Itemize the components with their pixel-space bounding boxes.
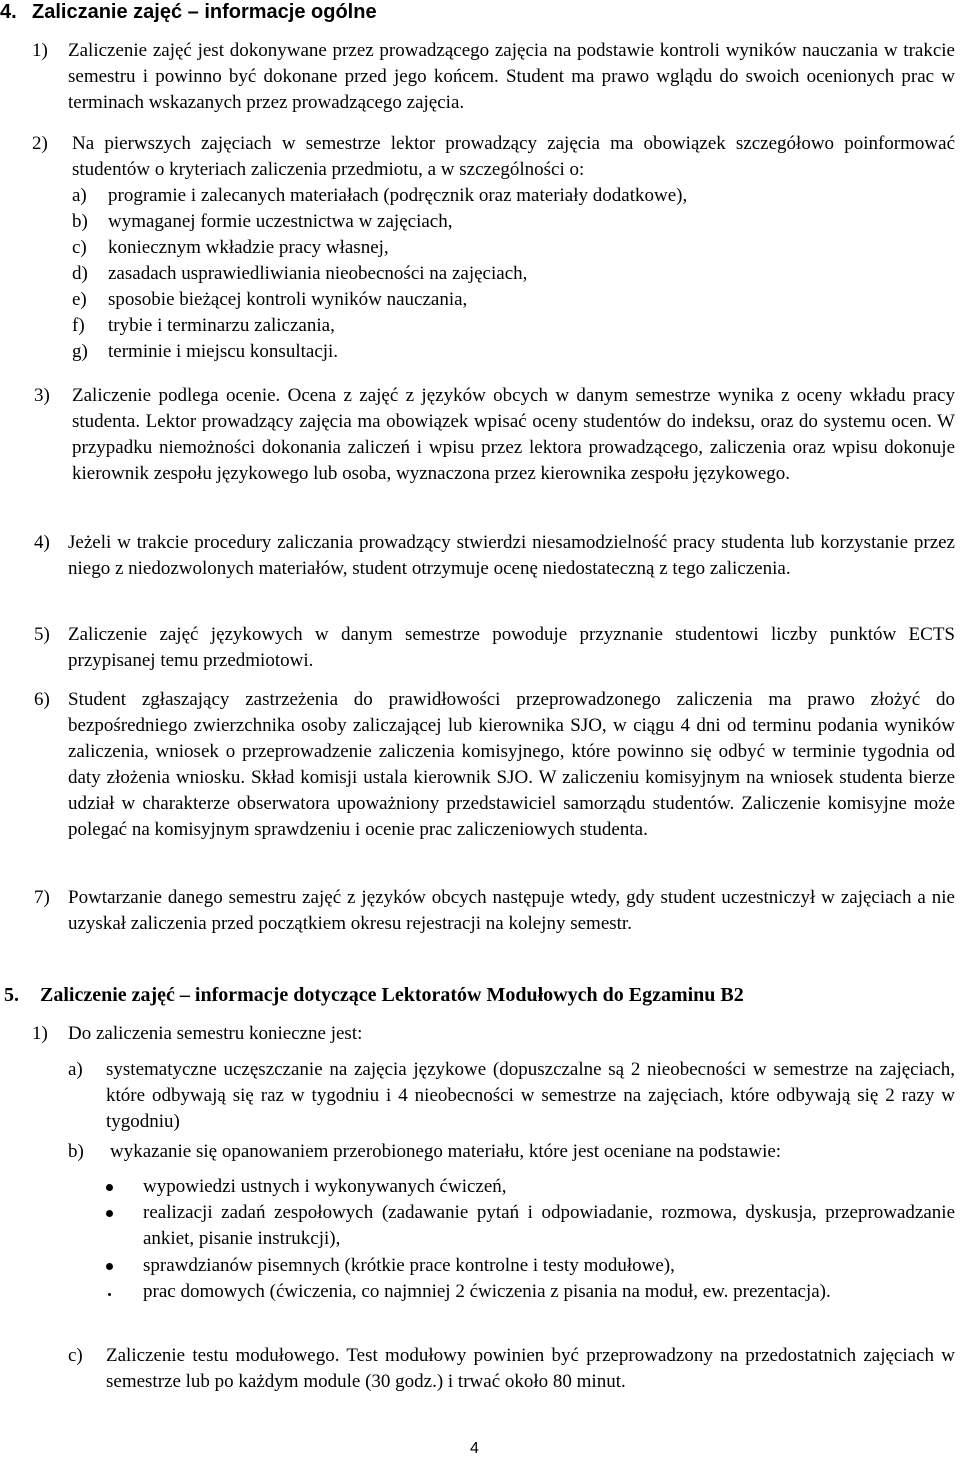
item-text: Zaliczenie zajęć językowych w danym semestrze powoduje przyznanie studentowi liczby punktów ECTS przypisanej temu przedmiotowi.: [68, 624, 955, 671]
list-item-5: [34, 622, 955, 674]
item-label: 1): [32, 1023, 48, 1044]
s5-sub-c: [68, 1343, 955, 1395]
sub-label: c): [68, 1345, 83, 1366]
sublist-item-e: [72, 287, 467, 313]
section-5-heading: [4, 983, 744, 1007]
sub-label: c): [72, 237, 87, 258]
sub-label: g): [72, 341, 88, 362]
page-number: 4: [470, 1440, 479, 1457]
sublist-item-c: [72, 235, 389, 261]
item-label: 1): [32, 40, 48, 61]
list-item-3: [34, 383, 955, 487]
bullet-item: [143, 1253, 955, 1279]
section-number: 5.: [4, 984, 19, 1006]
item-label: 7): [34, 887, 50, 908]
bullet-icon: [108, 1293, 111, 1296]
sub-text: terminie i miejscu konsultacji.: [108, 341, 339, 362]
item-text: Do zaliczenia semestru konieczne jest:: [68, 1023, 363, 1044]
bullet-item: [143, 1279, 955, 1305]
sub-text: koniecznym wkładzie pracy własnej,: [108, 237, 389, 258]
sub-label: e): [72, 289, 87, 310]
sub-text: wymaganej formie uczestnictwa w zajęciach,: [108, 211, 453, 232]
list-item-2: [32, 131, 955, 183]
sub-text: systematyczne uczęszczanie na zajęcia językowe (dopuszczalne są 2 nieobecności w semestrze na zajęciach, które odbywają się raz w tygodniu i 4 nieobecności w semestrze na zajęciach, które odbywają się 2 razy w tygodniu): [106, 1059, 955, 1132]
bullet-icon: [106, 1263, 113, 1270]
sublist-item-a: [72, 183, 687, 209]
item-label: 5): [34, 624, 50, 645]
list-item-6: [34, 687, 955, 843]
sublist-item-f: [72, 313, 335, 339]
section-title: Zaliczanie zajęć – informacje ogólne: [32, 1, 377, 23]
s5-sub-b: [68, 1139, 955, 1165]
bullet-text: sprawdzianów pisemnych (krótkie prace kontrolne i testy modułowe),: [143, 1255, 675, 1276]
sub-text: zasadach usprawiedliwiania nieobecności na zajęciach,: [108, 263, 528, 284]
sub-label: b): [68, 1141, 84, 1162]
list-item-7: [34, 885, 955, 937]
section-number: 4.: [0, 1, 17, 23]
section-4-heading: [0, 0, 377, 24]
sub-text: Zaliczenie testu modułowego. Test modułowy powinien być przeprowadzony na przedostatnich zajęciach w semestrze lub po każdym module (30 godz.) i trwać około 80 minut.: [106, 1345, 955, 1392]
item-label: 6): [34, 689, 50, 710]
item-text: Zaliczenie podlega ocenie. Ocena z zajęć z języków obcych w danym semestrze wynika z oceny wkładu pracy studenta. Lektor prowadzący zajęcia ma obowiązek wpisać oceny studentów do indeksu, oraz do systemu ocen. W przypadku niemożności dokonania zaliczeń i wpisu przez lektora prowadzącego, zaliczenia oraz wpisu dokonuje kierownik zespołu językowego lub osoba, wyznaczona przez kierownika zespołu językowego.: [72, 385, 955, 484]
item-text: Zaliczenie zajęć jest dokonywane przez prowadzącego zajęcia na podstawie kontroli wyników nauczania w trakcie semestru i powinno być dokonane przed jego końcem. Student ma prawo wglądu do swoich ocenionych prac w terminach wskazanych przez prowadzącego zajęcia.: [68, 40, 955, 113]
section-title: Zaliczenie zajęć – informacje dotyczące Lektoratów Modułowych do Egzaminu B2: [40, 984, 744, 1006]
sub-text: programie i zalecanych materiałach (podręcznik oraz materiały dodatkowe),: [108, 185, 688, 206]
item-text: Student zgłaszający zastrzeżenia do prawidłowości przeprowadzonego zaliczenia ma prawo złożyć do bezpośredniego zwierzchnika osoby zaliczającej lub kierownika SJO, w ciągu 4 dni od terminu podania wyników zaliczenia, wniosek o przeprowadzenie zaliczenia komisyjnego, które powinno się odbyć w terminie tygodnia od daty złożenia wniosku. Skład komisji ustala kierownik SJO. W zaliczeniu komisyjnym na wniosek studenta bierze udział w charakterze obserwatora upoważniony przedstawiciel samorządu studentów. Zaliczenie komisyjne może polegać na komisyjnym sprawdzeniu i ocenie prac zaliczeniowych studenta.: [68, 689, 955, 840]
sublist-item-g: [72, 339, 338, 365]
item-text: Na pierwszych zajęciach w semestrze lektor prowadzący zajęcia ma obowiązek szczegółowo poinformować studentów o kryteriach zaliczenia przedmiotu, a w szczególności o:: [72, 133, 955, 180]
item-text: Powtarzanie danego semestru zajęć z języków obcych następuje wtedy, gdy student uczestniczył w zajęciach a nie uzyskał zaliczenia przed początkiem okresu rejestracji na kolejny semestr.: [68, 887, 955, 934]
s5-sub-a: [68, 1057, 955, 1135]
list-item-4: [34, 530, 955, 582]
bullet-item: [143, 1200, 955, 1252]
item-label: 3): [34, 385, 50, 406]
sub-text: wykazanie się opanowaniem przerobionego materiału, które jest oceniane na podstawie:: [110, 1141, 782, 1162]
sublist-item-b: [72, 209, 452, 235]
sub-label: f): [72, 315, 85, 336]
item-text: Jeżeli w trakcie procedury zaliczania prowadzący stwierdzi niesamodzielność pracy studenta lub korzystanie przez niego z niedozwolonych materiałów, student otrzymuje ocenę niedostateczną z tego zaliczenia.: [68, 532, 955, 579]
item-label: 4): [34, 532, 50, 553]
s5-item-1: [32, 1021, 362, 1047]
sub-label: a): [68, 1059, 83, 1080]
bullet-text: wypowiedzi ustnych i wykonywanych ćwiczeń,: [143, 1176, 507, 1197]
sub-text: trybie i terminarzu zaliczania,: [108, 315, 335, 336]
sub-label: a): [72, 185, 87, 206]
sublist-item-d: [72, 261, 527, 287]
sub-text: sposobie bieżącej kontroli wyników nauczania,: [108, 289, 468, 310]
bullet-icon: [106, 1184, 113, 1191]
bullet-text: realizacji zadań zespołowych (zadawanie pytań i odpowiadanie, rozmowa, dyskusja, przeprowadzanie ankiet, pisanie instrukcji),: [143, 1202, 955, 1249]
list-item-1: [32, 38, 955, 116]
item-label: 2): [32, 133, 48, 154]
bullet-icon: [106, 1210, 113, 1217]
bullet-text: prac domowych (ćwiczenia, co najmniej 2 ćwiczenia z pisania na moduł, ew. prezentacja).: [143, 1281, 831, 1302]
bullet-item: [143, 1174, 955, 1200]
sub-label: b): [72, 211, 88, 232]
sub-label: d): [72, 263, 88, 284]
